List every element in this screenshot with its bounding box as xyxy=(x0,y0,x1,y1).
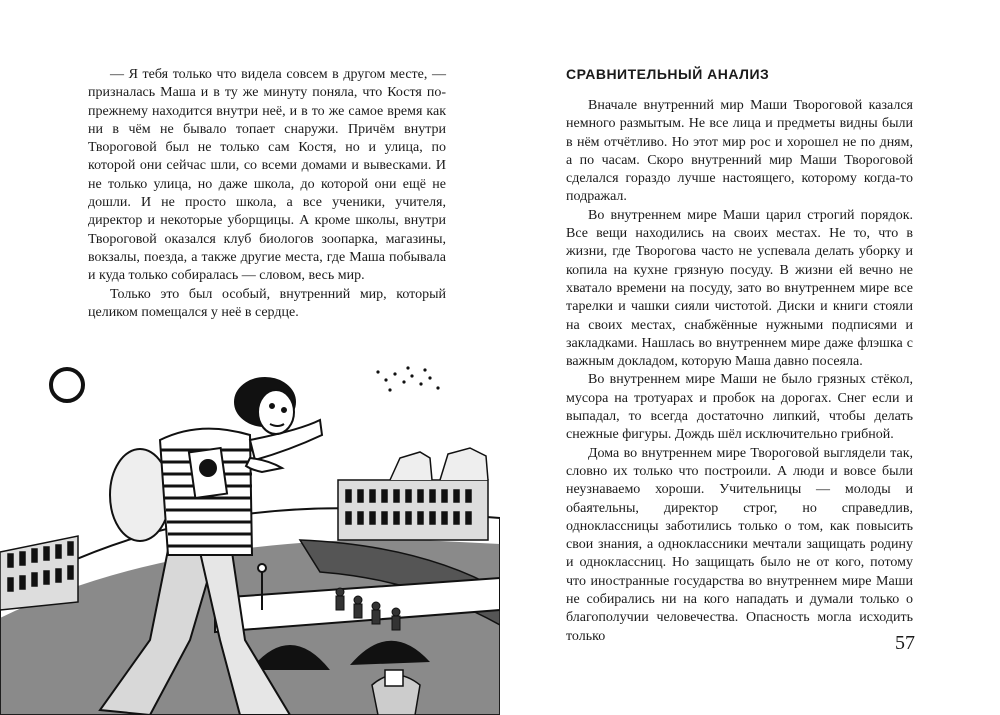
illustration-girl-city xyxy=(0,340,500,715)
birds-flock xyxy=(376,366,439,391)
building-right xyxy=(338,448,488,540)
paragraph: Во внутреннем мире Маши не было грязных стёкол, мусора на тротуарах и пробок на дорогах. Снег если и выпадал, то всегда достаточно липкий, чтобы делать снежные фигуры. Дождь шёл исключительно грибной. xyxy=(566,372,913,443)
paragraph: Вначале внутренний мир Маши Твороговой казался немного размытым. Не все лица и предметы видны были в нём отчётливо. Но этот мир рос и хорошел не по дням, а по часам. Скоро внутренний мир Маши Твороговой сделался гораздо лучше настоящего, которому когда-то подражал. xyxy=(566,98,913,205)
paragraph: Во внутреннем мире Маши царил строгий порядок. Все вещи находились на своих местах. Не то, что в жизни, где Творогова часто не успевала делать уборку и копила на кухне грязную посуду. В жизни ей вечно не хватало времени на посуду, зато во внутреннем мире все тарелки и чашки сияли чистотой. Диски и книги стояли на своих местах, снабжённые нужными подписями и закладками. Нашлась во внутреннем мире даже флэшка с важным докладом, которую Маша давно посеяла. xyxy=(566,207,913,370)
left-body-text xyxy=(88,66,446,322)
right-page xyxy=(500,0,1000,715)
paragraph: Только это был особый, внутренний мир, который целиком помещался у неё в сердце. xyxy=(88,286,446,320)
sun-circle xyxy=(51,369,83,401)
right-body-text xyxy=(566,97,913,646)
paragraph: — Я тебя только что видела совсем в другом месте, — призналась Маша и в ту же минуту поняла, что Костя по-прежнему находится внутри неё, и в то же самое время как ни в чём не бывало топает снаружи. Причём внутри Твороговой был не только сам Костя, но и улица, по которой они сейчас шли, со всеми домами и вывесками. И не только улица, но даже школа, до которой они ещё не дошли. И не просто школа, а все ученики, учителя, директор и некоторые уборщицы. А кроме школы, внутри Твороговой оказался клуб биологов зоопарка, магазины, вокзалы, поезда, а также другие места, где Маша побывала и куда только собиралась — словом, весь мир. xyxy=(88,67,446,284)
page-number: 57 xyxy=(895,632,915,654)
building-left xyxy=(0,536,78,610)
chapter-heading: СРАВНИТЕЛЬНЫЙ АНАЛИЗ xyxy=(566,66,770,82)
paragraph: Дома во внутреннем мире Твороговой выглядели так, словно их только что построили. А люди и вовсе были неузнаваемо хороши. Учительницы — молоды и обаятельны, директор строг, но справедлив, одноклассницы заботились только о том, как повысить свои знания, а одноклассники мечтали защищать родину и одноклассниц. Но защищать было не от кого, потому что иностранные государства во внутреннем мире Маши не собирались ни на кого нападать и думали только о благополучии человечества. Опасность могла исходить только xyxy=(566,445,913,644)
